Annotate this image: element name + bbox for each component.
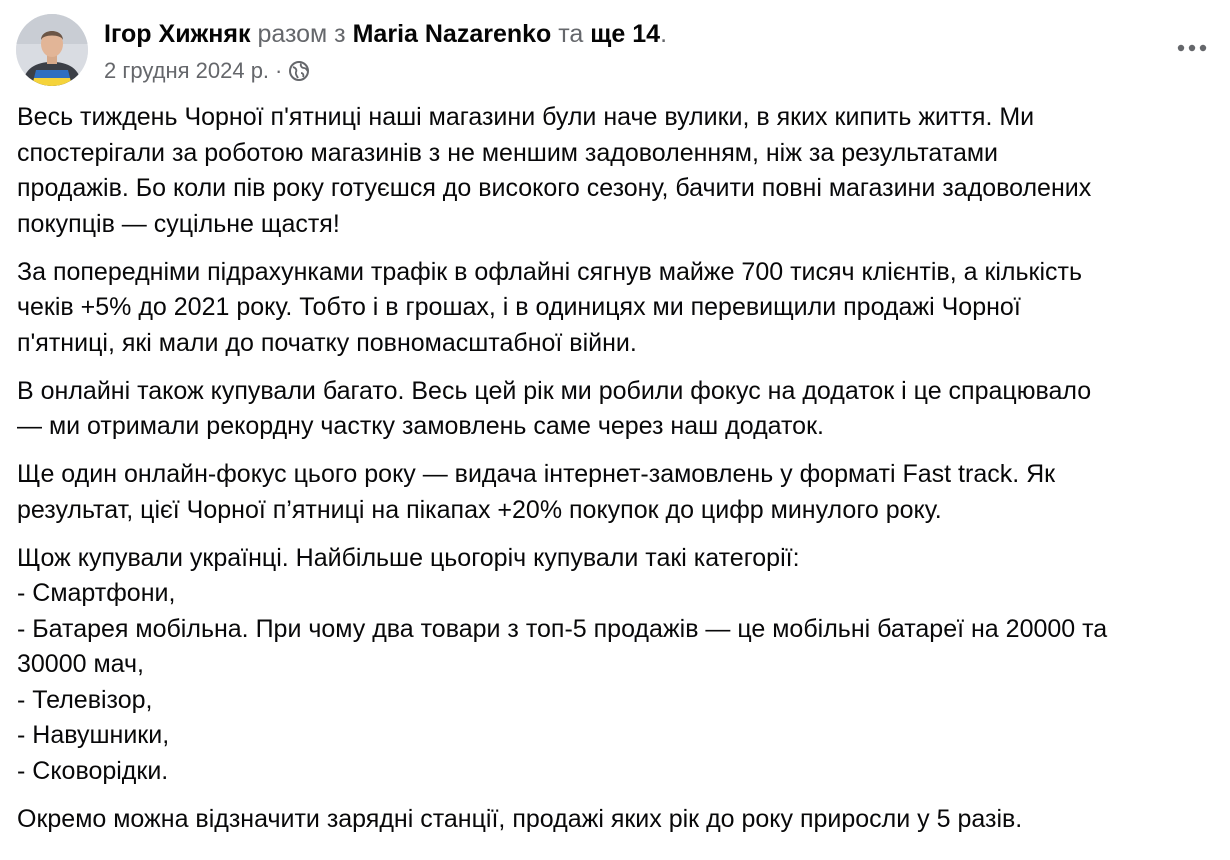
header-period: . (660, 20, 668, 48)
post-paragraph-5 (17, 541, 1227, 790)
post-meta (104, 56, 310, 86)
text-line: Весь тиждень Чорної п'ятниці наші магазини були наче вулики, в яких кипить життя. Ми (17, 103, 1035, 131)
post-paragraph-4 (17, 457, 1227, 528)
and-text: та (558, 20, 584, 48)
more-horizontal-icon (1176, 43, 1208, 53)
post-body (17, 100, 1227, 850)
globe-icon[interactable] (288, 60, 310, 82)
list-item: - Батарея мобільна. При чому два товари з топ-5 продажів — це мобільні батареї на 20000 та (17, 614, 1108, 643)
author-name[interactable]: Ігор Хижняк (104, 20, 251, 48)
text-line: покупців — суцільне щастя! (17, 209, 340, 238)
avatar[interactable] (16, 14, 88, 86)
list-item: - Сковорідки. (17, 756, 169, 785)
text-line: — ми отримали рекордну частку замовлень саме через наш додаток. (17, 412, 824, 440)
text-line: Щож купували українці. Найбільше цьогоріч купували такі категорії: (17, 543, 800, 572)
text-line: результат, цієї Чорної п’ятниці на пікапах +20% покупок до цифр минулого року. (17, 495, 942, 524)
coauthor-name[interactable]: Maria Nazarenko (352, 20, 552, 48)
text-line: чеків +5% до 2021 року. Тобто і в грошах, і в одиницях ми перевищили продажі Чорної (17, 293, 1021, 321)
post-header (16, 14, 1214, 88)
post-paragraph-6 (17, 802, 1227, 838)
meta-separator: · (275, 58, 283, 83)
text-line: п'ятниці, які мали до початку повномасштабної війни. (17, 328, 637, 357)
post-paragraph-1 (17, 100, 1227, 242)
header-attribution (104, 18, 667, 50)
text-line: спостерігали за роботою магазинів з не меншим задоволенням, ніж за результатами (17, 138, 998, 167)
others-link[interactable]: ще 14 (590, 20, 661, 48)
text-line: В онлайні також купували багато. Весь цей рік ми робили фокус на додаток і це спрацювало (17, 376, 1092, 405)
more-options-button[interactable] (1170, 28, 1214, 68)
list-item: - Телевізор, (17, 685, 153, 714)
text-line: Ще один онлайн-фокус цього року — видача інтернет-замовлень у форматі Fast track. Як (17, 460, 1056, 488)
text-line: Окремо можна відзначити зарядні станції, продажі яких рік до року приросли у 5 разів. (17, 804, 1023, 833)
list-item: 30000 мач, (17, 650, 144, 678)
post-paragraph-2 (17, 255, 1227, 362)
list-item: - Смартфони, (17, 579, 176, 607)
with-text: разом з (257, 20, 346, 48)
list-item: - Навушники, (17, 721, 170, 749)
post-paragraph-3 (17, 374, 1227, 445)
avatar-image (16, 14, 88, 86)
text-line: За попередніми підрахунками трафік в офлайні сягнув майже 700 тисяч клієнтів, а кількість (17, 257, 1083, 286)
post-date[interactable]: 2 грудня 2024 р. (104, 58, 270, 83)
text-line: продажів. Бо коли пів року готуєшся до високого сезону, бачити повні магазини задоволених (17, 174, 1092, 202)
